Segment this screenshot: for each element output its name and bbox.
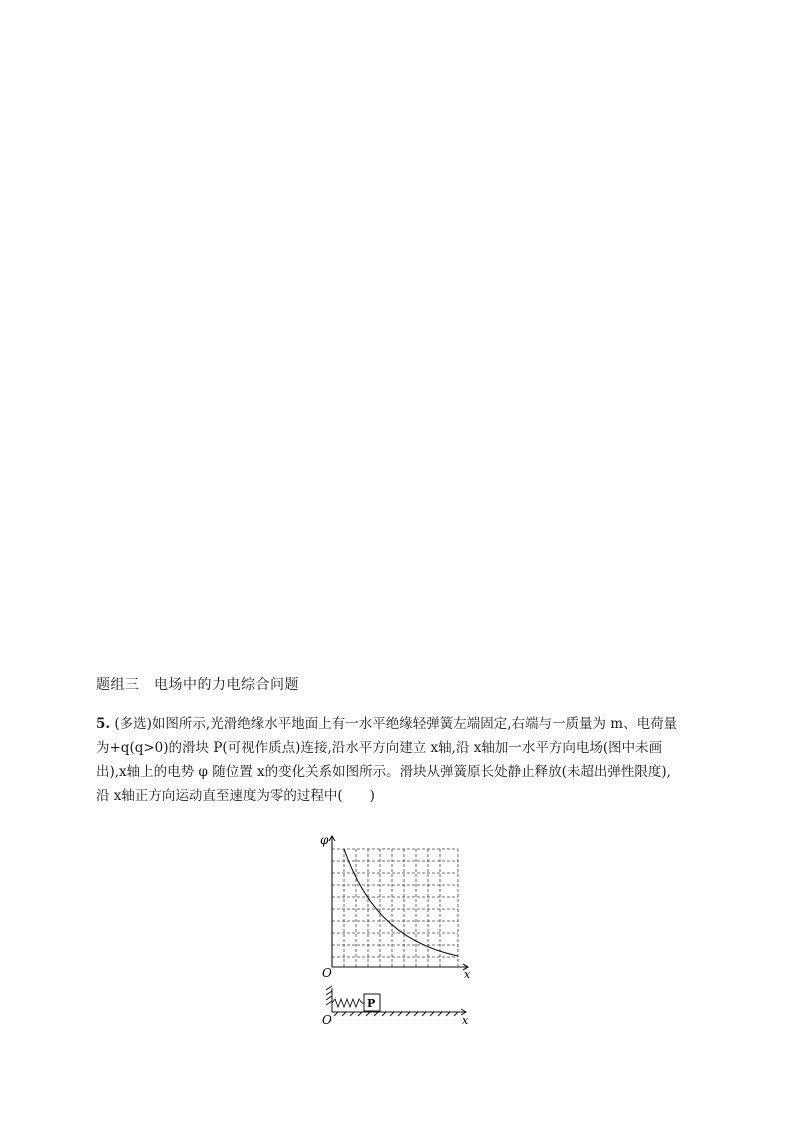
- phi-axis-label: φ: [320, 833, 329, 847]
- question-line-2: 为+q(q>0)的滑块 P(可视作质点)连接,沿水平方向建立 x轴,沿 x轴加一水平方向电场(图中未画: [96, 740, 663, 756]
- graph-x-axis-label: x: [464, 968, 471, 981]
- graph-origin-label: O: [322, 966, 332, 980]
- question-line-3: 出),x轴上的电势 φ 随位置 x的变化关系如图所示。滑块从弹簧原长处静止释放(未超出弹性限度),: [96, 764, 671, 780]
- block-label: P: [367, 997, 376, 1010]
- question-line-1: 5. (多选)如图所示,光滑绝缘水平地面上有一水平绝缘轻弹簧左端固定,右端与一质量为 m、电荷量: [96, 716, 678, 732]
- question-line-4: 沿 x轴正方向运动直至速度为零的过程中( ): [96, 788, 375, 804]
- question-number: 5.: [96, 716, 111, 732]
- question-figure: [310, 830, 490, 1030]
- ground: [332, 1009, 466, 1016]
- question-5: [96, 712, 706, 808]
- apparatus-origin-label: O: [322, 1013, 332, 1027]
- potential-curve: [344, 849, 458, 956]
- graph-axes: [329, 836, 468, 970]
- apparatus-x-axis-label: x: [462, 1014, 469, 1027]
- spring: [332, 999, 364, 1007]
- wall: [326, 986, 332, 1012]
- section-title: 题组三 电场中的力电综合问题: [96, 677, 299, 693]
